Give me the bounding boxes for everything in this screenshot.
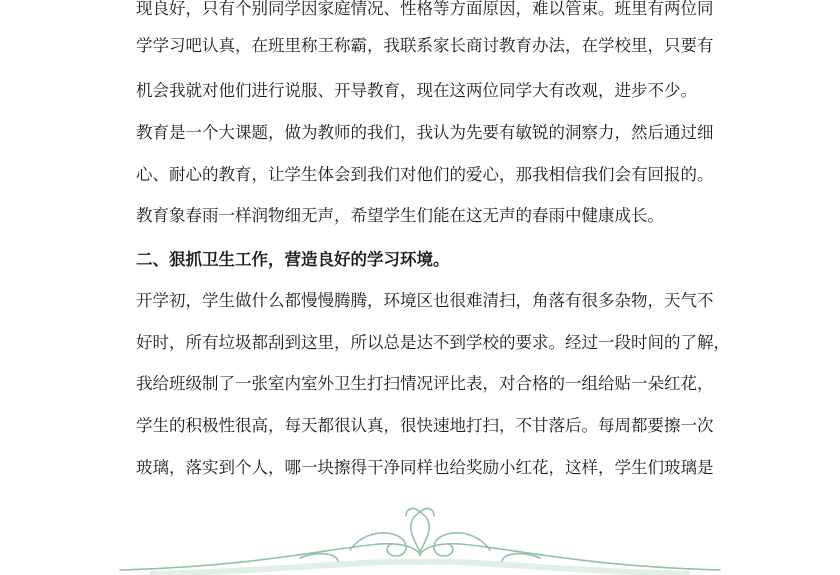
line-text: 学生的积极性很高，每天都很认真，很快速地打扫，不甘落后。每周都要擦一次 [136,416,714,435]
line-text: 心、耐心的教育，让学生体会到我们对他们的爱心，那我相信我们会有回报的。 [136,165,714,184]
line-text: 学学习吧认真，在班里称王称霸，我联系家长商讨教育办法，在学校里，只要有 [136,36,714,55]
line-text: 我给班级制了一张室内室外卫生打扫情况评比表，对合格的一组给贴一朵红花， [136,374,714,393]
decorative-flourish-icon [0,500,840,575]
line-text: 现良好，只有个别同学因家庭情况、性格等方面原因，难以管束。班里有两位同 [136,0,714,18]
paragraph-line [0,328,840,358]
paragraph-line [0,201,840,231]
paragraph-line [0,118,840,148]
section-heading-text: 二、狠抓卫生工作，营造良好的学习环境。 [136,250,450,269]
paragraph-line [0,411,840,441]
line-text: 机会我就对他们进行说服、开导教育，现在这两位同学大有改观，进步不少。 [136,81,697,100]
section-heading [0,245,840,275]
line-text: 教育象春雨一样润物细无声，希望学生们能在这无声的春雨中健康成长。 [136,206,664,225]
line-text: 开学初，学生做什么都慢慢腾腾，环境区也很难清扫，角落有很多杂物，天气不 [136,291,714,310]
paragraph-line [0,0,840,24]
paragraph-line [0,31,840,61]
line-text: 玻璃，落实到个人，哪一块擦得干净同样也给奖励小红花，这样，学生们玻璃是 [136,458,714,477]
paragraph-line [0,453,840,483]
line-text: 好时，所有垃圾都刮到这里，所以总是达不到学校的要求。经过一段时间的了解， [136,333,730,352]
paragraph-line [0,369,840,399]
paragraph-line [0,286,840,316]
line-text: 教育是一个大课题，做为教师的我们，我认为先要有敏锐的洞察力，然后通过细 [136,123,714,142]
paragraph-line [0,160,840,190]
paragraph-line [0,76,840,106]
